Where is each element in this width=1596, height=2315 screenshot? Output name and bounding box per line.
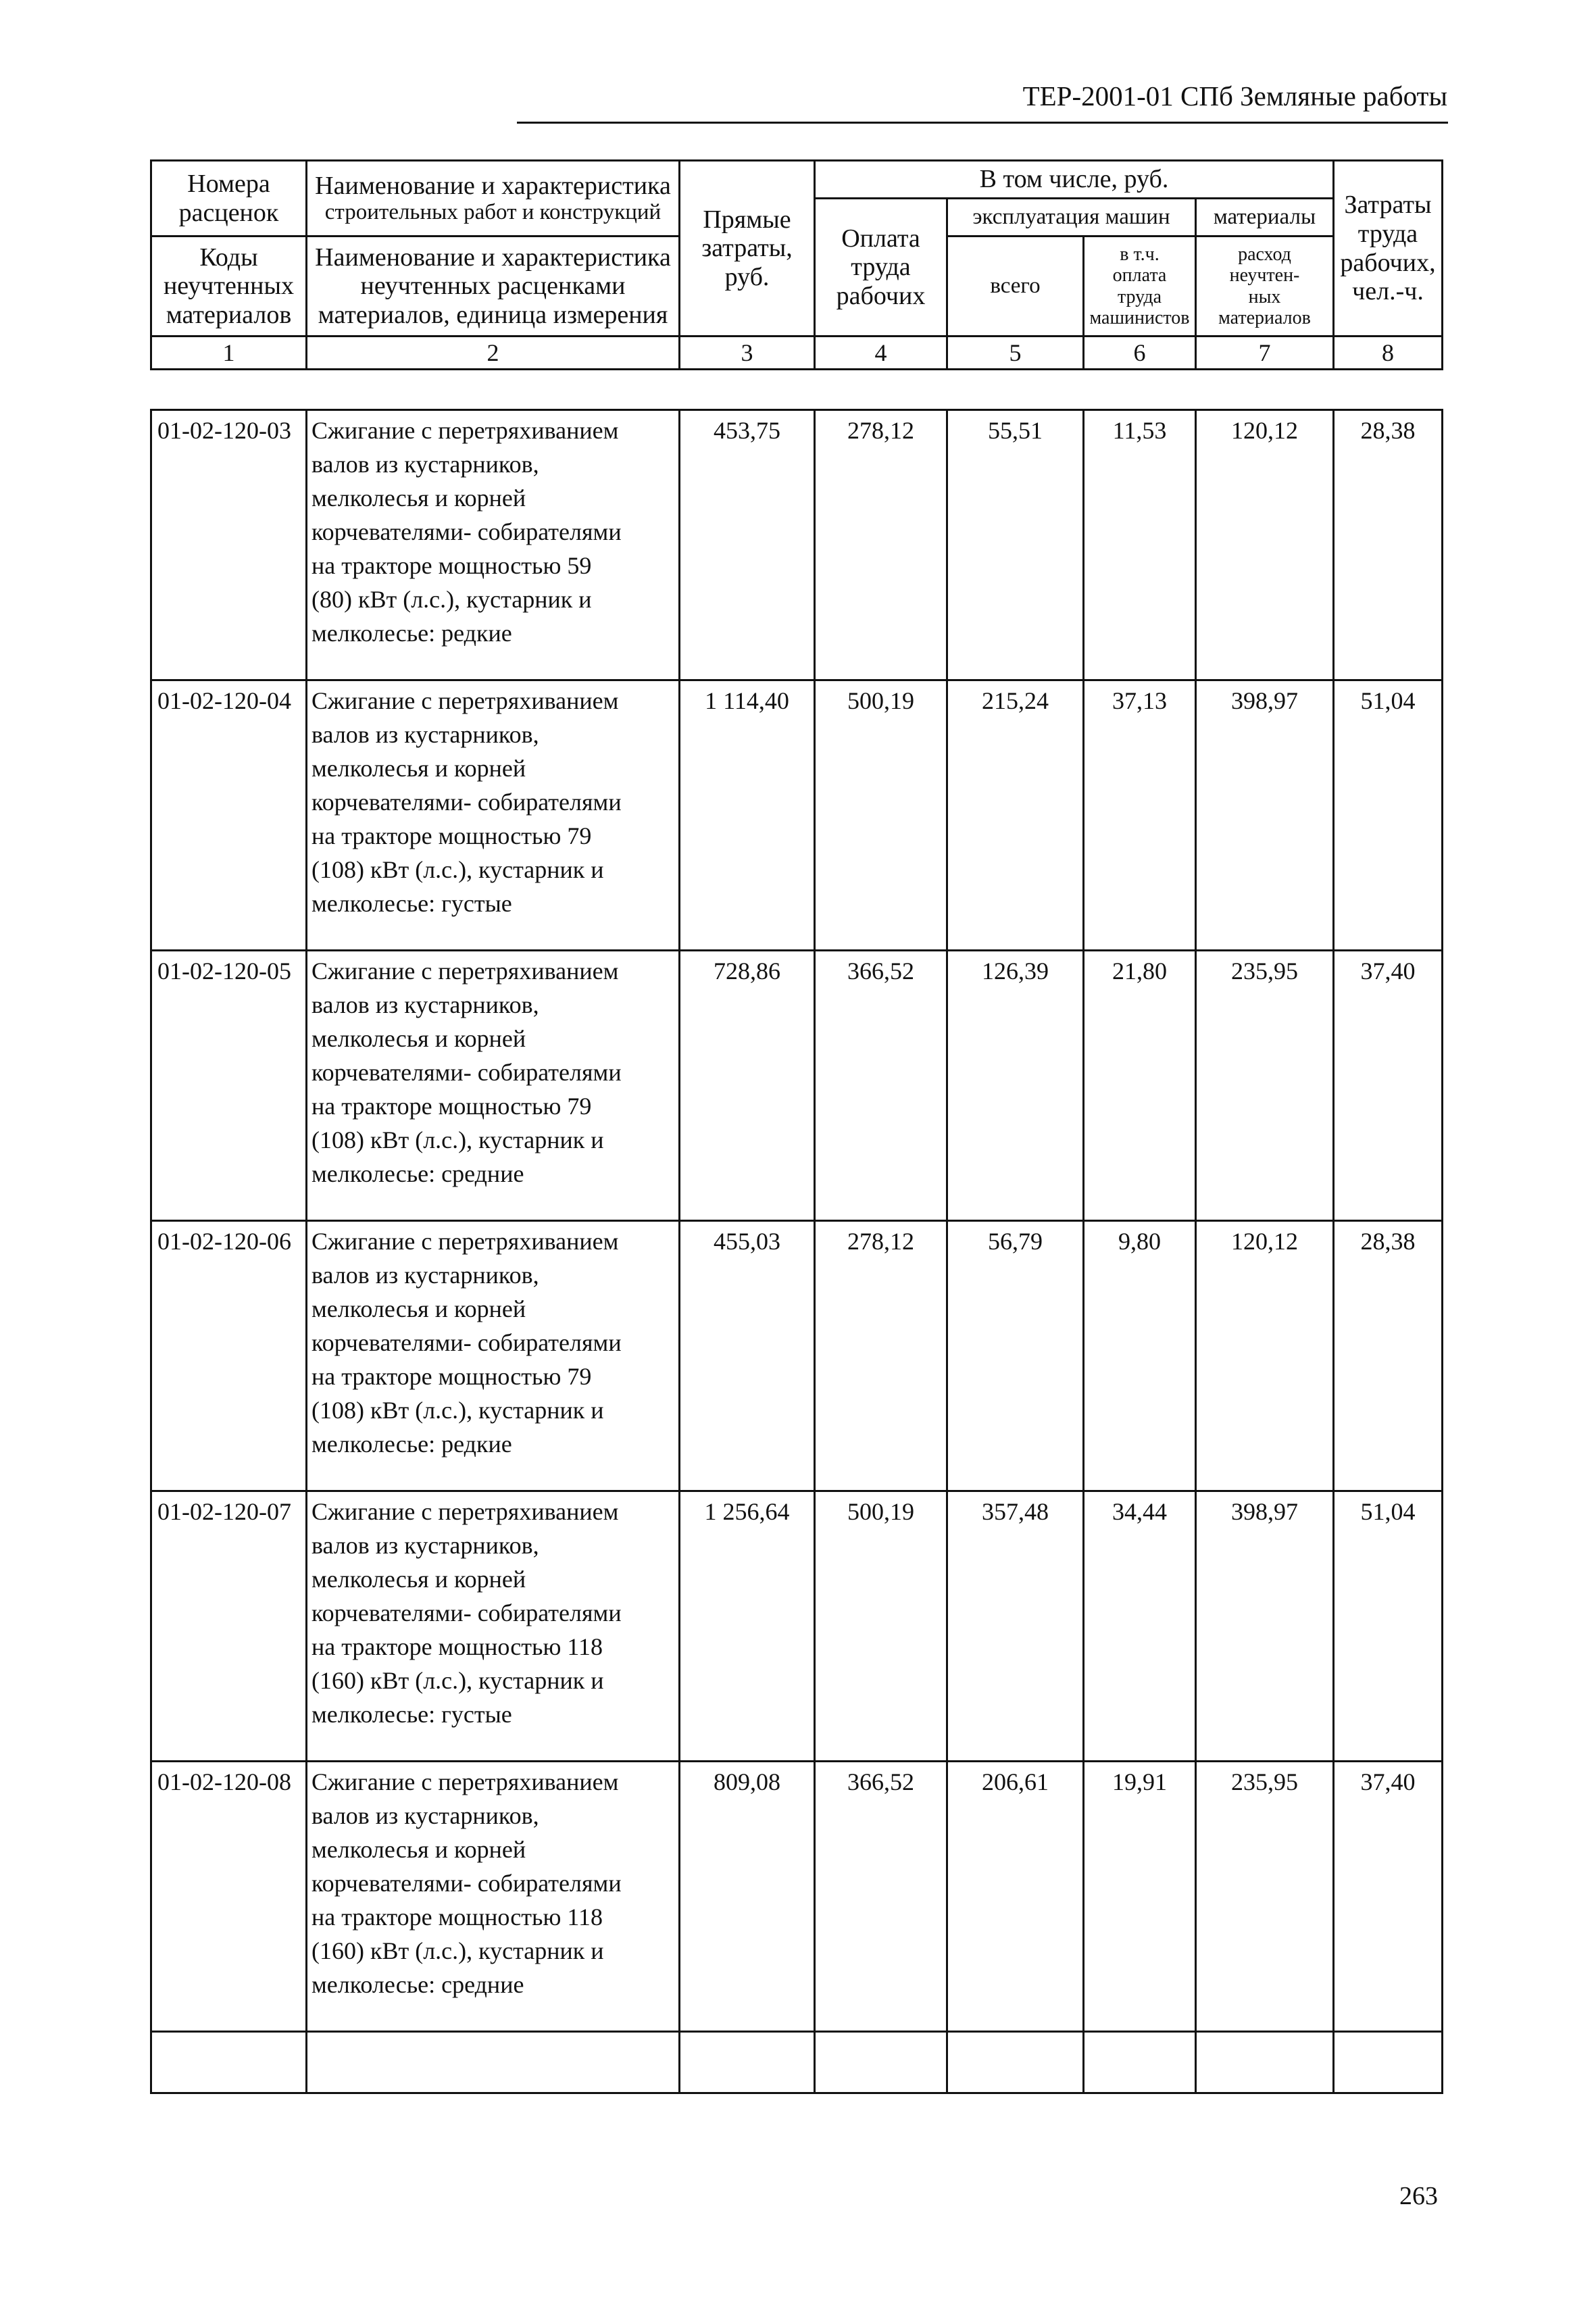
description-line: мелколесье: густые — [311, 890, 512, 917]
direct-cost-cell: 455,03 — [680, 1221, 815, 1491]
description-line: (80) кВт (л.с.), кустарник и — [311, 586, 592, 613]
description-line: мелколесья и корней — [311, 1836, 526, 1863]
col-8-header: Затраты труда рабочих, чел.-ч. — [1334, 161, 1443, 337]
table-row — [151, 680, 1443, 951]
direct-cost-cell: 1 256,64 — [680, 1491, 815, 1762]
machinist-cost-cell: 9,80 — [1084, 1221, 1196, 1491]
description-line: (160) кВт (л.с.), кустарник и — [311, 1937, 604, 1964]
direct-cost-cell: 809,08 — [680, 1762, 815, 2032]
rate-code-cell: 01-02-120-05 — [151, 951, 307, 1221]
rates-table — [150, 409, 1443, 2094]
machinist-cost-cell: 19,91 — [1084, 1762, 1196, 2032]
description-line: валов из кустарников, — [311, 451, 539, 478]
description-line: на тракторе мощностью 59 — [311, 552, 592, 579]
column-number: 6 — [1084, 337, 1196, 370]
column-number: 3 — [680, 337, 815, 370]
direct-cost-cell: 1 114,40 — [680, 680, 815, 951]
description-line: (108) кВт (л.с.), кустарник и — [311, 856, 604, 883]
machines-header: эксплуатация машин — [947, 199, 1196, 237]
rate-code-cell: 01-02-120-07 — [151, 1491, 307, 1762]
col-2-top-header: Наименование и характеристика строительных работ и конструкций — [307, 161, 680, 237]
document-title: ТЕР-2001-01 СПб Земляные работы — [1022, 80, 1447, 111]
rate-code-cell: 01-02-120-08 — [151, 1762, 307, 2032]
labor-hours-cell: 51,04 — [1334, 1491, 1443, 1762]
col-6-header: в т.ч. оплата труда машинистов — [1084, 237, 1196, 337]
description-line: корчевателями- собирателями — [311, 1329, 622, 1356]
header-rule — [517, 122, 1448, 124]
labor-hours-cell: 37,40 — [1334, 951, 1443, 1221]
column-number: 4 — [815, 337, 947, 370]
description-line: (108) кВт (л.с.), кустарник и — [311, 1126, 604, 1153]
description-line: мелколесье: густые — [311, 1701, 512, 1728]
description-line: на тракторе мощностью 79 — [311, 1093, 592, 1120]
table-row — [151, 1762, 1443, 2032]
description-line: корчевателями- собирателями — [311, 518, 622, 545]
description-line: на тракторе мощностью 118 — [311, 1633, 603, 1660]
materials-header: материалы — [1196, 199, 1334, 237]
col-1-bottom-header: Коды неучтенных материалов — [151, 237, 307, 337]
rate-code-cell: 01-02-120-04 — [151, 680, 307, 951]
materials-cell: 235,95 — [1196, 1762, 1334, 2032]
description-line: мелколесья и корней — [311, 484, 526, 512]
description-line: мелколесья и корней — [311, 1295, 526, 1322]
work-description-cell — [307, 1762, 680, 2032]
col-4-header: Оплата труда рабочих — [815, 199, 947, 337]
col-3-header: Прямые затраты, руб. — [680, 161, 815, 337]
description-line: мелколесье: средние — [311, 1971, 524, 1998]
rate-code-cell: 01-02-120-03 — [151, 410, 307, 680]
description-line: на тракторе мощностью 118 — [311, 1903, 603, 1931]
description-line: валов из кустарников, — [311, 1262, 539, 1289]
description-line: мелколесье: средние — [311, 1160, 524, 1187]
group-header: В том числе, руб. — [815, 161, 1334, 199]
labor-cost-cell: 278,12 — [815, 1221, 947, 1491]
description-line: корчевателями- собирателями — [311, 1599, 622, 1626]
machinist-cost-cell: 11,53 — [1084, 410, 1196, 680]
description-line: Сжигание с перетряхиванием — [311, 1228, 619, 1255]
labor-hours-cell: 28,38 — [1334, 1221, 1443, 1491]
table-row — [151, 410, 1443, 680]
rate-code-cell: 01-02-120-06 — [151, 1221, 307, 1491]
description-line: корчевателями- собирателями — [311, 789, 622, 816]
empty-cell — [1334, 2032, 1443, 2093]
description-line: мелколесья и корней — [311, 755, 526, 782]
materials-cell: 398,97 — [1196, 1491, 1334, 1762]
labor-cost-cell: 366,52 — [815, 1762, 947, 2032]
machine-cost-cell: 357,48 — [947, 1491, 1084, 1762]
description-line: мелколесья и корней — [311, 1566, 526, 1593]
labor-hours-cell: 37,40 — [1334, 1762, 1443, 2032]
labor-cost-cell: 278,12 — [815, 410, 947, 680]
column-header-table — [150, 159, 1443, 370]
column-number: 2 — [307, 337, 680, 370]
machine-cost-cell: 56,79 — [947, 1221, 1084, 1491]
machinist-cost-cell: 21,80 — [1084, 951, 1196, 1221]
materials-cell: 398,97 — [1196, 680, 1334, 951]
table-row — [151, 1221, 1443, 1491]
description-line: валов из кустарников, — [311, 1802, 539, 1829]
table-bottom-space — [151, 2032, 1443, 2093]
work-description-cell — [307, 951, 680, 1221]
materials-cell: 235,95 — [1196, 951, 1334, 1221]
description-line: корчевателями- собирателями — [311, 1059, 622, 1086]
table-row — [151, 951, 1443, 1221]
description-line: (160) кВт (л.с.), кустарник и — [311, 1667, 604, 1694]
materials-cell: 120,12 — [1196, 410, 1334, 680]
description-line: мелколесье: редкие — [311, 1430, 512, 1458]
col-7-header: расход неучтен- ных материалов — [1196, 237, 1334, 337]
column-numbers-row — [151, 337, 1443, 370]
machine-cost-cell: 206,61 — [947, 1762, 1084, 2032]
description-line: Сжигание с перетряхиванием — [311, 417, 619, 444]
direct-cost-cell: 728,86 — [680, 951, 815, 1221]
labor-hours-cell: 51,04 — [1334, 680, 1443, 951]
description-line: Сжигание с перетряхиванием — [311, 957, 619, 985]
empty-cell — [307, 2032, 680, 2093]
labor-cost-cell: 500,19 — [815, 1491, 947, 1762]
description-line: Сжигание с перетряхиванием — [311, 687, 619, 714]
description-line: мелколесье: редкие — [311, 620, 512, 647]
description-line: на тракторе мощностью 79 — [311, 1363, 592, 1390]
page-number: 263 — [1399, 2182, 1438, 2210]
machinist-cost-cell: 37,13 — [1084, 680, 1196, 951]
col-2-bottom-header: Наименование и характеристика неучтенных расценками материалов, единица измерения — [307, 237, 680, 337]
direct-cost-cell: 453,75 — [680, 410, 815, 680]
description-line: на тракторе мощностью 79 — [311, 822, 592, 849]
machinist-cost-cell: 34,44 — [1084, 1491, 1196, 1762]
col-1-top-header: Номера расценок — [151, 161, 307, 237]
col-5-header: всего — [947, 237, 1084, 337]
empty-cell — [1196, 2032, 1334, 2093]
column-number: 7 — [1196, 337, 1334, 370]
labor-cost-cell: 500,19 — [815, 680, 947, 951]
description-line: Сжигание с перетряхиванием — [311, 1498, 619, 1525]
empty-cell — [151, 2032, 307, 2093]
column-number: 8 — [1334, 337, 1443, 370]
labor-hours-cell: 28,38 — [1334, 410, 1443, 680]
machine-cost-cell: 126,39 — [947, 951, 1084, 1221]
description-line: корчевателями- собирателями — [311, 1870, 622, 1897]
description-line: Сжигание с перетряхиванием — [311, 1768, 619, 1795]
materials-cell: 120,12 — [1196, 1221, 1334, 1491]
empty-cell — [815, 2032, 947, 2093]
column-number: 1 — [151, 337, 307, 370]
labor-cost-cell: 366,52 — [815, 951, 947, 1221]
description-line: валов из кустарников, — [311, 721, 539, 748]
empty-cell — [680, 2032, 815, 2093]
table-row — [151, 1491, 1443, 1762]
work-description-cell — [307, 410, 680, 680]
machine-cost-cell: 215,24 — [947, 680, 1084, 951]
empty-cell — [1084, 2032, 1196, 2093]
description-line: валов из кустарников, — [311, 1532, 539, 1559]
machine-cost-cell: 55,51 — [947, 410, 1084, 680]
work-description-cell — [307, 680, 680, 951]
work-description-cell — [307, 1221, 680, 1491]
work-description-cell — [307, 1491, 680, 1762]
column-number: 5 — [947, 337, 1084, 370]
description-line: (108) кВт (л.с.), кустарник и — [311, 1397, 604, 1424]
description-line: мелколесья и корней — [311, 1025, 526, 1052]
description-line: валов из кустарников, — [311, 991, 539, 1018]
empty-cell — [947, 2032, 1084, 2093]
